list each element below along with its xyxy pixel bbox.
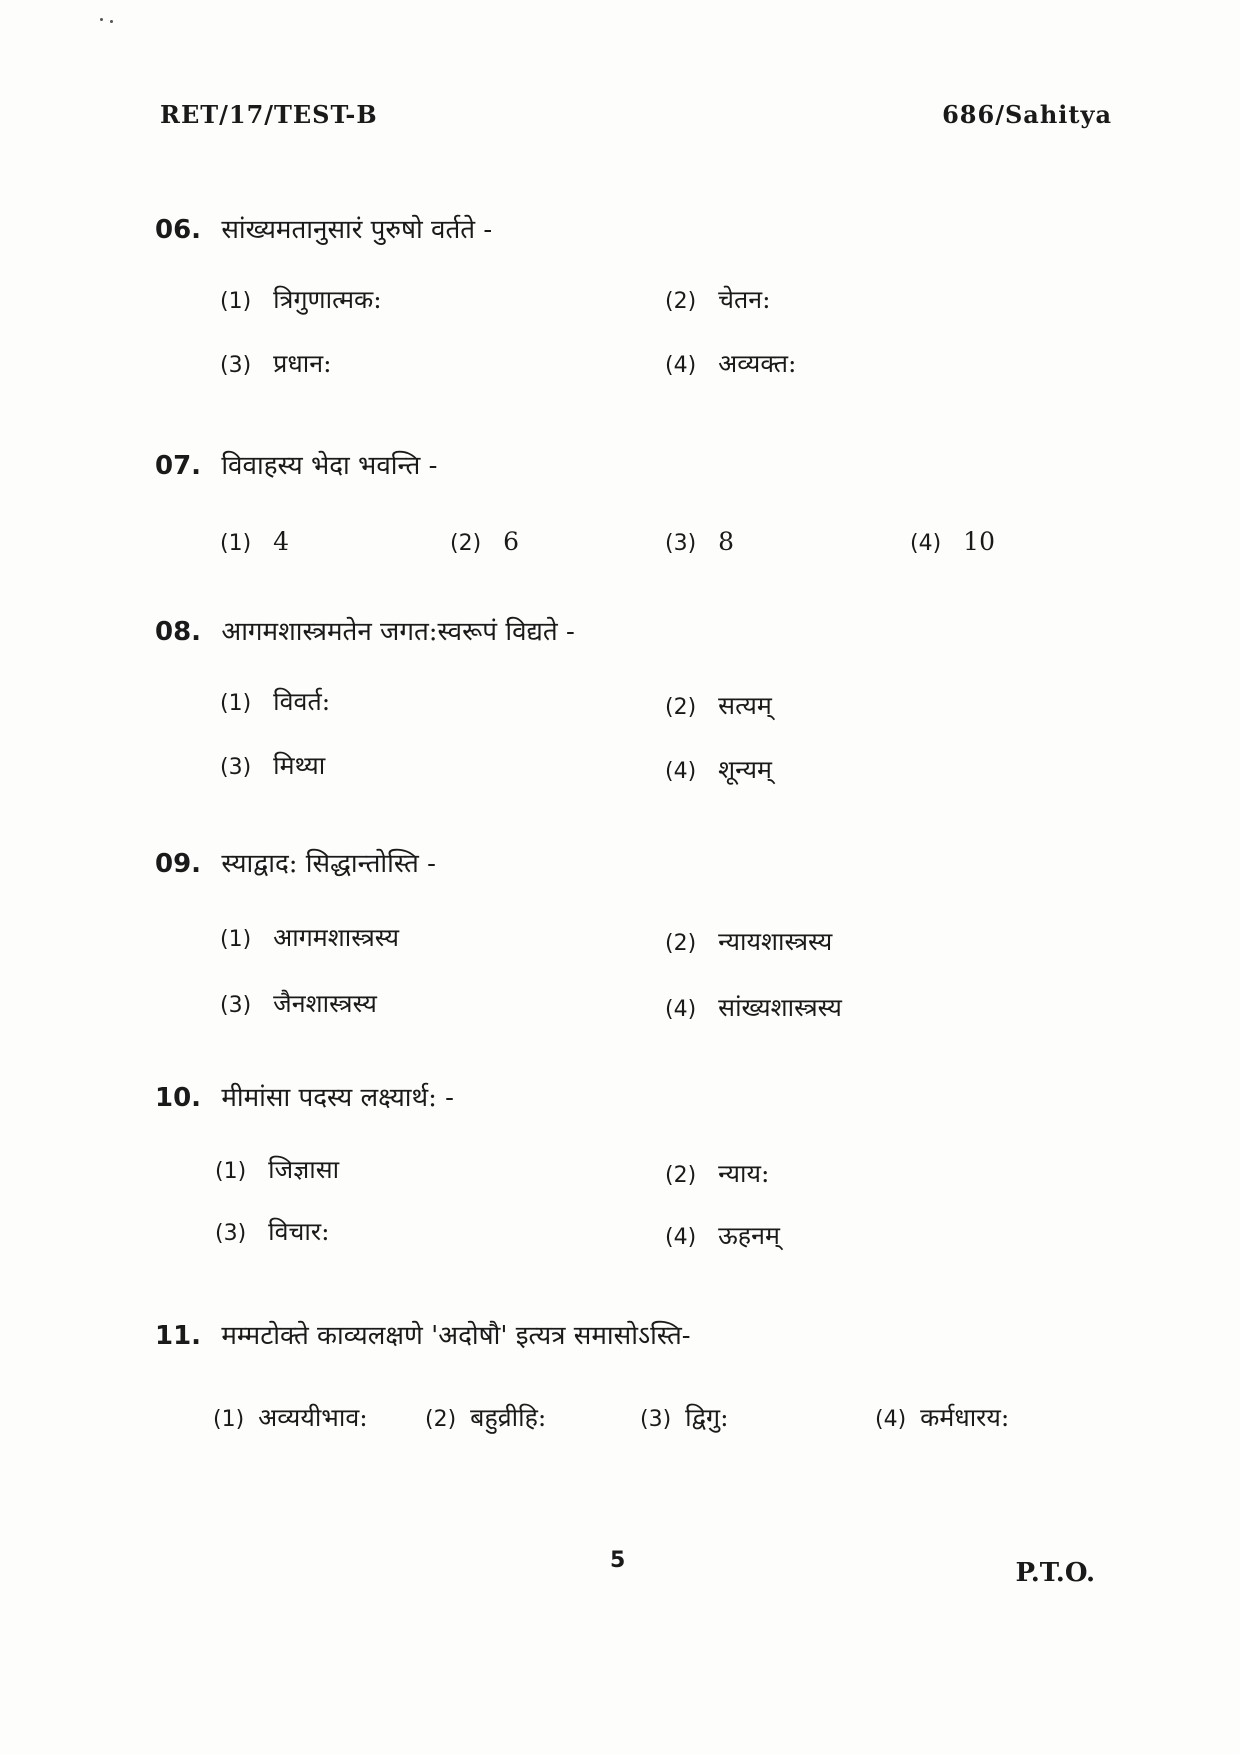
question-text: स्याद्वाद: सिद्धान्तोस्ति - — [221, 849, 436, 879]
option-4[interactable]: (4) अव्यक्त: — [665, 349, 797, 378]
question-08 — [155, 614, 1115, 790]
option-3[interactable]: (3) 8 — [665, 527, 735, 556]
question-07 — [155, 448, 1115, 556]
option-3[interactable]: (3) द्विगु: — [640, 1403, 729, 1432]
option-1[interactable]: (1) 4 — [220, 527, 290, 556]
question-text: सांख्यमतानुसारं पुरुषो वर्तते - — [221, 215, 493, 245]
question-11 — [155, 1318, 1115, 1432]
option-3[interactable]: (3) विचार: — [215, 1217, 330, 1246]
paper-code: RET/17/TEST-B — [160, 100, 378, 129]
option-2[interactable]: (2) बहुव्रीहि: — [425, 1403, 547, 1432]
question-10 — [155, 1080, 1115, 1256]
pto-label: P.T.O. — [1015, 1558, 1095, 1588]
option-4[interactable]: (4) 10 — [910, 527, 995, 556]
scan-speck — [100, 18, 103, 21]
page-number: 5 — [610, 1548, 626, 1573]
options — [155, 1354, 1115, 1432]
subject-code: 686/Sahitya — [942, 100, 1112, 129]
option-2[interactable]: (2) 6 — [450, 527, 520, 556]
question-text: आगमशास्त्रमतेन जगत:स्वरूपं विद्यते - — [221, 617, 575, 647]
question-text: मीमांसा पदस्य लक्ष्यार्थ: - — [221, 1083, 454, 1113]
option-1[interactable]: (1) विवर्त: — [220, 687, 331, 716]
option-1[interactable]: (1) अव्ययीभाव: — [213, 1403, 368, 1432]
question-09 — [155, 846, 1115, 1022]
option-2[interactable]: (2) न्यायशास्त्रस्य — [665, 927, 833, 956]
option-3[interactable]: (3) प्रधान: — [220, 349, 332, 378]
option-3[interactable]: (3) जैनशास्त्रस्य — [220, 989, 377, 1018]
question-stem — [155, 1080, 1115, 1116]
options — [155, 882, 1115, 1022]
question-number: 07. — [155, 451, 202, 481]
question-stem — [155, 448, 1115, 484]
question-number: 11. — [155, 1321, 202, 1351]
question-06 — [155, 212, 1115, 388]
options — [155, 1116, 1115, 1256]
option-4[interactable]: (4) सांख्यशास्त्रस्य — [665, 993, 842, 1022]
question-number: 09. — [155, 849, 202, 879]
option-4[interactable]: (4) ऊहनम् — [665, 1221, 780, 1250]
option-4[interactable]: (4) शून्यम् — [665, 755, 772, 784]
options — [155, 650, 1115, 790]
option-1[interactable]: (1) आगमशास्त्रस्य — [220, 923, 399, 952]
question-text: मम्मटोक्ते काव्यलक्षणे 'अदोषौ' इत्यत्र समासोऽस्ति- — [221, 1321, 691, 1351]
option-2[interactable]: (2) चेतन: — [665, 285, 771, 314]
option-1[interactable]: (1) जिज्ञासा — [215, 1155, 340, 1184]
question-stem — [155, 1318, 1115, 1354]
options — [155, 484, 1115, 556]
question-stem — [155, 614, 1115, 650]
option-2[interactable]: (2) सत्यम् — [665, 691, 772, 720]
question-number: 10. — [155, 1083, 202, 1113]
option-2[interactable]: (2) न्याय: — [665, 1159, 770, 1188]
question-text: विवाहस्य भेदा भवन्ति - — [221, 451, 438, 481]
option-4[interactable]: (4) कर्मधारय: — [875, 1403, 1010, 1432]
question-stem — [155, 212, 1115, 248]
option-3[interactable]: (3) मिथ्या — [220, 751, 326, 780]
option-1[interactable]: (1) त्रिगुणात्मक: — [220, 285, 382, 314]
question-number: 06. — [155, 215, 202, 245]
question-stem — [155, 846, 1115, 882]
scan-speck — [110, 20, 113, 23]
options — [155, 248, 1115, 388]
question-number: 08. — [155, 617, 202, 647]
